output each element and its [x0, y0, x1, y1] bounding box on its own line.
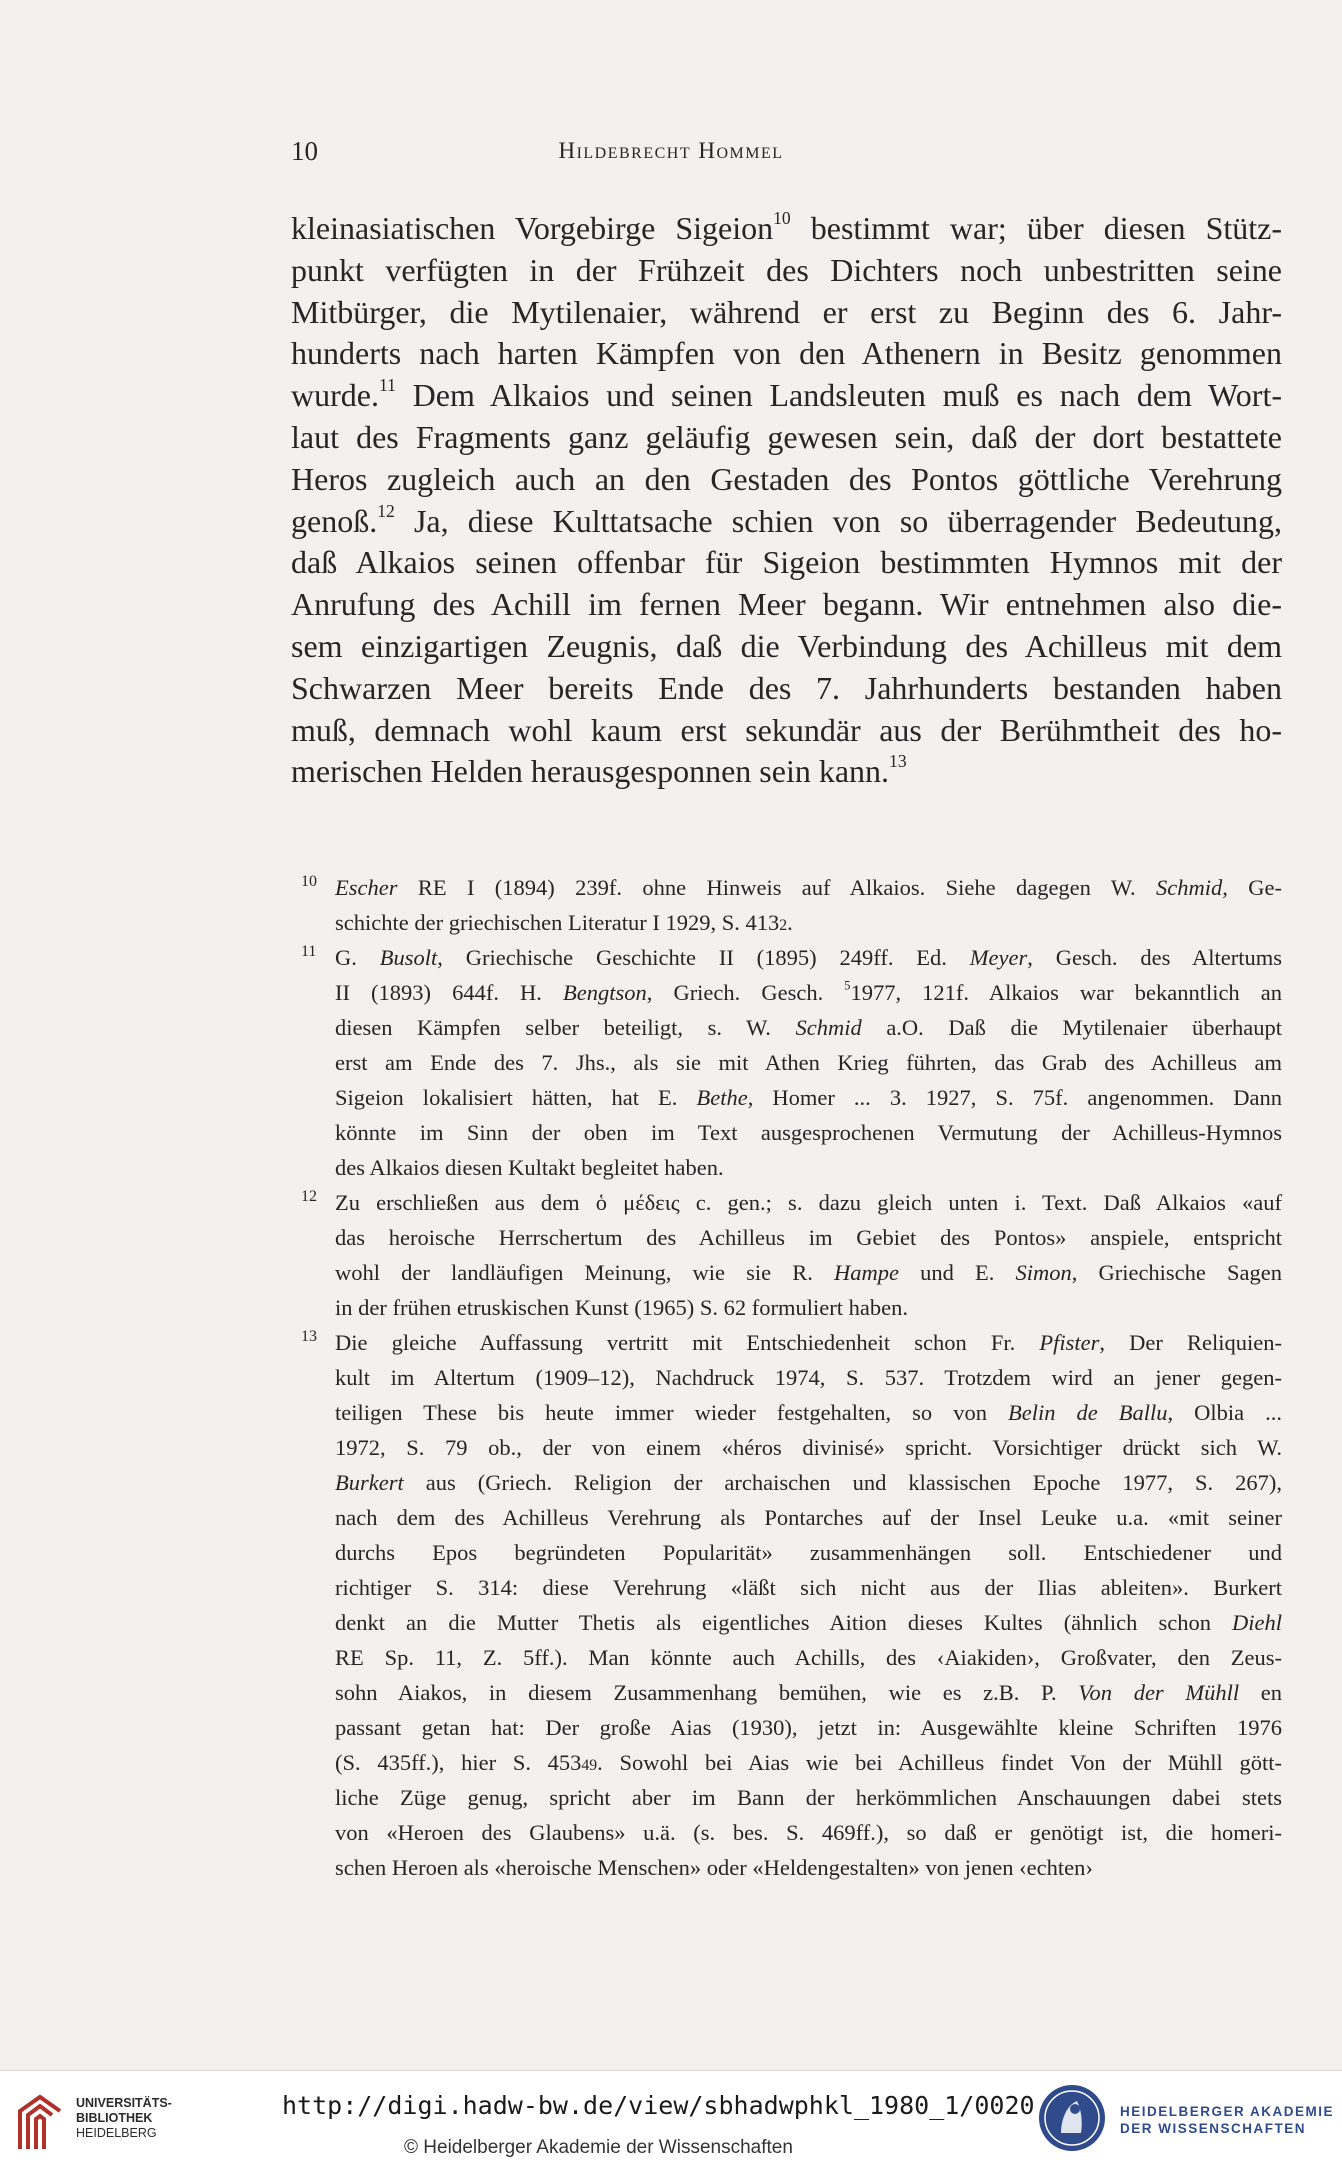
- footnote-line: [291, 1360, 1282, 1395]
- footnote-line: [291, 1115, 1282, 1150]
- footnote-text-segment: a.O. Daß die Mytilenaier überhaupt: [861, 1015, 1283, 1040]
- footnote-text-segment: das heroische Herrschertum des Achilleus im Gebiet des Pontos» anspiele, entspricht: [335, 1225, 1282, 1250]
- main-text-segment: genoß.: [291, 502, 378, 539]
- main-text-line: [291, 751, 1282, 793]
- footnote-reference: 10: [773, 208, 791, 229]
- footnote-author-name: Belin de Ballu: [1007, 1400, 1168, 1425]
- footnote-line: [291, 1430, 1282, 1465]
- footnote-line: [291, 1780, 1282, 1815]
- footnote: [291, 1325, 1282, 1885]
- footnote-author-name: Hampe: [834, 1260, 899, 1285]
- footnote-text-segment: 1977, 121f. Alkaios war bekanntlich an: [850, 980, 1282, 1005]
- footnote-line: [291, 870, 1282, 905]
- footnote-text-segment: aus (Griech. Religion der archaischen und klassischen Epoche 1977, S. 267),: [403, 1470, 1282, 1495]
- main-text-segment: kleinasiatischen Vorgebirge Sigeion: [291, 210, 774, 246]
- main-text-line: [291, 626, 1282, 668]
- main-text-line: [291, 501, 1282, 543]
- footnote-text-segment: nach dem des Achilleus Verehrung als Pontarches auf der Insel Leuke u.a. «mit seiner: [335, 1505, 1282, 1530]
- main-text-segment: bestimmt war; über diesen Stütz-: [790, 210, 1283, 246]
- copyright-notice: © Heidelberger Akademie der Wissenschaften: [404, 2137, 793, 2158]
- footnote-text-segment: richtiger S. 314: diese Verehrung «läßt sich nicht aus der Ilias ableiten». Burkert: [335, 1575, 1282, 1600]
- library-line-2: BIBLIOTHEK: [76, 2111, 153, 2125]
- footnote-line: [291, 1150, 1282, 1185]
- main-text-line: [291, 584, 1282, 626]
- footnote-author-name: Busolt: [379, 945, 438, 970]
- running-head: [0, 136, 1342, 176]
- main-text-segment: daß Alkaios seinen offenbar für Sigeion bestimmten Hymnos mit der: [291, 544, 1282, 581]
- footnote-text-segment: 1972, S. 79 ob., der von einem «héros divinisé» spricht. Vorsichtiger drückt sich W.: [335, 1435, 1282, 1460]
- footnote-text-segment: des Alkaios diesen Kultakt begleitet haben.: [335, 1155, 724, 1180]
- main-text-line: [291, 710, 1282, 752]
- footnote-text-segment: wohl der landläufigen Meinung, wie sie R.: [335, 1260, 834, 1285]
- university-library-name: [76, 2096, 172, 2141]
- main-text-segment: wurde.: [291, 377, 379, 414]
- footnote-text-segment: G.: [335, 945, 380, 970]
- footnote-text-segment: . Sowohl bei Aias wie bei Achilleus findet Von der Mühll gött-: [597, 1750, 1282, 1775]
- footnote-text-segment: , Homer ... 3. 1927, S. 75f. angenommen. Dann: [747, 1085, 1282, 1110]
- footnote-text-segment: en: [1239, 1680, 1282, 1705]
- footnote-number: 11: [301, 943, 317, 960]
- main-text-segment: Schwarzen Meer bereits Ende des 7. Jahrhunderts bestanden haben: [291, 669, 1282, 706]
- library-line-3: HEIDELBERG: [76, 2126, 157, 2140]
- footnote-text-segment: , Der Reliquien-: [1099, 1330, 1282, 1355]
- footnote-author-name: Pfister: [1039, 1330, 1100, 1355]
- main-text-line: [291, 208, 1282, 250]
- footnote-line: [291, 1710, 1282, 1745]
- main-text-segment: Mitbürger, die Mytilenaier, während er erst zu Beginn des 6. Jahr-: [291, 293, 1282, 330]
- footnote-line: [291, 1850, 1282, 1885]
- main-text-segment: sem einzigartigen Zeugnis, daß die Verbindung des Achilleus mit dem: [291, 627, 1282, 664]
- footnote-line: [291, 1640, 1282, 1675]
- footnote-line: [291, 1675, 1282, 1710]
- footnote-author-name: Burkert: [335, 1470, 404, 1495]
- main-text-line: [291, 333, 1282, 375]
- academy-name: [1120, 2103, 1334, 2137]
- main-text-block: [291, 208, 1282, 793]
- footnote-text-segment: .: [787, 910, 793, 935]
- footnote-text-segment: diesen Kämpfen selber beteiligt, s. W.: [335, 1015, 796, 1040]
- footnote-text-segment: Sigeion lokalisiert hätten, hat E.: [335, 1085, 697, 1110]
- footnote: [291, 870, 1282, 940]
- library-line-1: UNIVERSITÄTS-: [76, 2096, 172, 2110]
- main-text-segment: muß, demnach wohl kaum erst sekundär aus der Berühmtheit des ho-: [291, 711, 1282, 748]
- main-text-segment: hunderts nach harten Kämpfen von den Athenern in Besitz genommen: [291, 335, 1282, 372]
- footnote-text-segment: von «Heroen des Glaubens» u.ä. (s. bes. S. 469ff.), so daß er genötigt ist, die homeri-: [335, 1820, 1282, 1845]
- main-text-segment: Ja, diese Kulttatsache schien von so überragender Bedeutung,: [394, 502, 1282, 539]
- academy-line-1: HEIDELBERGER AKADEMIE: [1120, 2104, 1335, 2119]
- footnote-author-name: Schmid: [1156, 875, 1223, 900]
- footnote-text-segment: denkt an die Mutter Thetis als eigentliches Aition dieses Kultes (ähnlich schon: [335, 1610, 1232, 1635]
- permalink-url[interactable]: http://digi.hadw-bw.de/view/sbhadwphkl_1980_1/0020: [282, 2091, 1035, 2120]
- footnote-line: [291, 1535, 1282, 1570]
- footnote-author-name: Diehl: [1232, 1610, 1282, 1635]
- main-text-line: [291, 417, 1282, 459]
- main-text-segment: Dem Alkaios und seinen Landsleuten muß es nach dem Wort-: [395, 377, 1282, 414]
- footnote-line: [291, 1185, 1282, 1220]
- footnote-text-segment: , Gesch. des Altertums: [1027, 945, 1283, 970]
- footnote-author-name: Von der Mühll: [1078, 1680, 1240, 1705]
- footnote: [291, 940, 1282, 1185]
- footnote-line: [291, 1570, 1282, 1605]
- footer-bar: [0, 2070, 1342, 2166]
- main-text-segment: merischen Helden herausgesponnen sein kann.: [291, 753, 890, 790]
- footnote-text-segment: schichte der griechischen Literatur I 1929, S. 413: [335, 910, 780, 935]
- footnote-line: [291, 1045, 1282, 1080]
- footnote-text-segment: Die gleiche Auffassung vertritt mit Entschiedenheit schon Fr.: [335, 1330, 1040, 1355]
- footnote-author-name: Bengtson: [563, 980, 647, 1005]
- footnote-line: [291, 1255, 1282, 1290]
- footnote-text-segment: Zu erschließen aus dem ὁ μέδεις c. gen.; s. dazu gleich unten i. Text. Daß Alkaios «auf: [335, 1190, 1282, 1215]
- footnote-text-segment: und E.: [898, 1260, 1016, 1285]
- footnote-author-name: Bethe: [696, 1085, 748, 1110]
- footnote-text-segment: , Olbia ...: [1167, 1400, 1282, 1425]
- footnote-text-segment: liche Züge genug, spricht aber im Bann der herkömmlichen Anschauungen dabei stets: [335, 1785, 1282, 1810]
- footnote-author-name: Schmid: [795, 1015, 862, 1040]
- footnote-reference: 12: [377, 500, 395, 521]
- footnote-text-segment: könnte im Sinn der oben im Text ausgesprochenen Vermutung der Achilleus-Hymnos: [335, 1120, 1282, 1145]
- footnote-reference: 11: [378, 375, 396, 396]
- footnote-line: [291, 1815, 1282, 1850]
- footnote-text-segment: in der frühen etruskischen Kunst (1965) S. 62 formuliert haben.: [335, 1295, 908, 1320]
- footnote-line: [291, 940, 1282, 975]
- footnote-text-segment: RE I (1894) 239f. ohne Hinweis auf Alkaios. Siehe dagegen W.: [397, 875, 1157, 900]
- footnote-line: [291, 1010, 1282, 1045]
- main-text-segment: laut des Fragments ganz geläufig gewesen sein, daß der dort bestattete: [291, 418, 1282, 455]
- running-head-author: Hildebrecht Hommel: [558, 138, 784, 163]
- main-text-segment: punkt verfügten in der Frühzeit des Dichters noch unbestritten seine: [291, 251, 1282, 288]
- footnote-text-segment: II (1893) 644f. H.: [335, 980, 563, 1005]
- footnotes-block: [291, 870, 1282, 1885]
- footnote-text-segment: 49: [581, 1757, 598, 1774]
- footnote-line: [291, 1220, 1282, 1255]
- footnote-text-segment: (S. 435ff.), hier S. 453: [335, 1750, 582, 1775]
- academy-seal-icon: [1037, 2083, 1107, 2153]
- main-text-segment: Anrufung des Achill im fernen Meer begann. Wir entnehmen also die-: [291, 586, 1282, 623]
- footnote-text-segment: 2: [779, 917, 788, 934]
- main-text-segment: Heros zugleich auch an den Gestaden des Pontos göttliche Verehrung: [291, 460, 1282, 497]
- main-text-line: [291, 668, 1282, 710]
- academy-line-2: DER WISSENSCHAFTEN: [1120, 2121, 1307, 2136]
- footnote-line: [291, 1745, 1282, 1780]
- footnote-line: [291, 1290, 1282, 1325]
- footnote-text-segment: RE Sp. 11, Z. 5ff.). Man könnte auch Achills, des ‹Aiakiden›, Großvater, den Zeus-: [335, 1645, 1282, 1670]
- footnote-line: [291, 1465, 1282, 1500]
- main-text-line: [291, 292, 1282, 334]
- footnote: [291, 1185, 1282, 1325]
- footnote-line: [291, 1605, 1282, 1640]
- main-text-line: [291, 250, 1282, 292]
- footnote-number: 10: [301, 873, 317, 890]
- footnote-reference: 13: [889, 751, 907, 772]
- footnote-text-segment: schen Heroen als «heroische Menschen» oder «Heldengestalten» von jenen ‹echten›: [335, 1855, 1093, 1880]
- footnote-text-segment: , Griech. Gesch.: [646, 980, 845, 1005]
- footnote-text-segment: durchs Epos begründeten Popularität» zusammenhängen soll. Entschiedener und: [335, 1540, 1282, 1565]
- footnote-number: 13: [301, 1328, 317, 1345]
- footnote-text-segment: sohn Aiakos, in diesem Zusammenhang bemühen, wie es z.B. P.: [335, 1680, 1079, 1705]
- footnote-author-name: Meyer: [969, 945, 1028, 970]
- footnote-text-segment: erst am Ende des 7. Jhs., als sie mit Athen Krieg führten, das Grab des Achilleus am: [335, 1050, 1282, 1075]
- footnote-line: [291, 1325, 1282, 1360]
- footnote-line: [291, 905, 1282, 940]
- footnote-text-segment: 5: [844, 978, 851, 993]
- footnote-author-name: Simon: [1015, 1260, 1072, 1285]
- main-text-line: [291, 542, 1282, 584]
- main-text-line: [291, 375, 1282, 417]
- footnote-author-name: Escher: [335, 875, 398, 900]
- footnote-text-segment: , Griechische Geschichte II (1895) 249ff. Ed.: [437, 945, 970, 970]
- footnote-text-segment: passant getan hat: Der große Aias (1930), jetzt in: Ausgewählte kleine Schriften 1976: [335, 1715, 1282, 1740]
- footnote-text-segment: kult im Altertum (1909–12), Nachdruck 1974, S. 537. Trotzdem wird an jener gegen-: [335, 1365, 1282, 1390]
- footnote-line: [291, 1395, 1282, 1430]
- footnote-line: [291, 975, 1282, 1010]
- footnote-text-segment: , Ge-: [1222, 875, 1282, 900]
- footnote-number: 12: [301, 1188, 317, 1205]
- footnote-line: [291, 1080, 1282, 1115]
- university-library-logo-icon: [14, 2093, 66, 2151]
- page-number: 10: [291, 136, 318, 166]
- footnote-text-segment: , Griechische Sagen: [1071, 1260, 1283, 1285]
- footnote-text-segment: teiligen These bis heute immer wieder festgehalten, so von: [335, 1400, 1008, 1425]
- main-text-line: [291, 459, 1282, 501]
- footnote-line: [291, 1500, 1282, 1535]
